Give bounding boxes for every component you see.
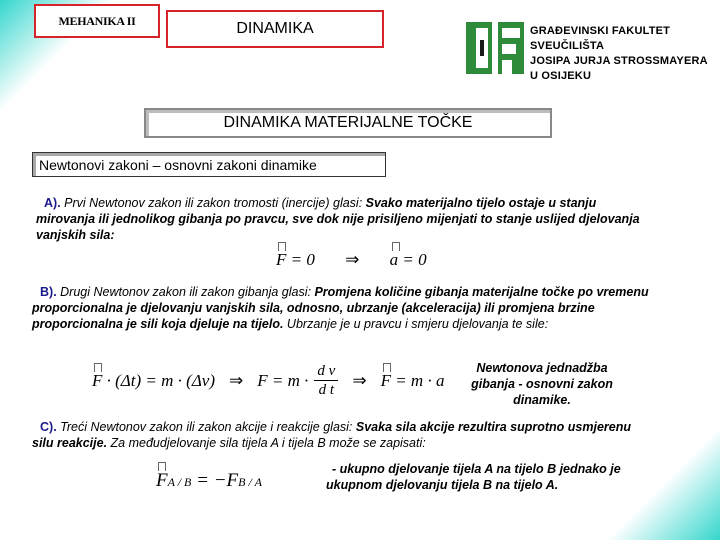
course-label: MEHANIKA II xyxy=(34,4,160,38)
law-c-note: - ukupno djelovanje tijela A na tijelo B jednako je ukupnom djelovanju tijela B na tijelo A. xyxy=(326,462,621,492)
main-title: DINAMIKA MATERIJALNE TOČKE xyxy=(144,108,552,138)
law-b-formula: F · (Δt) = m · (Δv) ⇒ F = m · d v d t ⇒ F = m · a xyxy=(92,363,445,398)
section-subtitle: Newtonovi zakoni – osnovni zakoni dinamike xyxy=(32,152,386,177)
faculty-line: SVEUČILIŠTA xyxy=(530,40,605,52)
faculty-logo xyxy=(466,22,524,74)
law-b-paragraph: B). Drugi Newtonov zakon ili zakon gibanja glasi: Promjena količine gibanja materijalne točke po vremenu proporcionalna je djelovanju vanjskih sila, odnosno, ubrzanje (akceleracija) ili promjena brzine proporcionalna je sili koja djeluje na tijelo. Ubrzanje je u pravcu i smjeru djelovanja te sile: xyxy=(32,285,649,331)
faculty-line: GRAĐEVINSKI FAKULTET xyxy=(530,25,671,37)
fraction: d v d t xyxy=(314,362,338,399)
faculty-line: U OSIJEKU xyxy=(530,70,592,82)
law-b-note: Newtonova jednadžba gibanja - osnovni zakon dinamike. xyxy=(471,361,613,407)
law-c-paragraph: C). Treći Newtonov zakon ili zakon akcije i reakcije glasi: Svaka sila akcije rezultira suprotno usmjerenu silu reakcije. Za međudjelovanje sila tijela A i tijela B može se zapisati: xyxy=(32,420,631,450)
faculty-name xyxy=(530,24,708,84)
header-title: DINAMIKA xyxy=(166,10,384,48)
law-c-formula: FA / B = −FB / A xyxy=(156,470,262,491)
faculty-line: JOSIPA JURJA STROSSMAYERA xyxy=(530,55,708,67)
law-a-paragraph: A). Prvi Newtonov zakon ili zakon tromosti (inercije) glasi: Svako materijalno tijelo ostaje u stanju mirovanja ili jednolikog gibanja po pravcu, sve dok nije prisiljeno mijenjati to stanje uslijed djelovanja vanjskih sila: xyxy=(36,196,640,242)
law-a-formula: F = 0 ⇒ a = 0 xyxy=(276,250,427,269)
